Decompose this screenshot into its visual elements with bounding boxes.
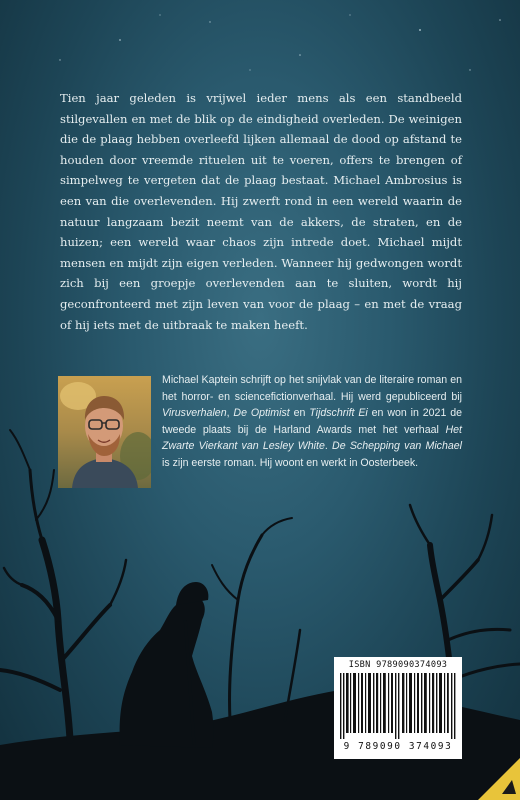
bio-publication: De Optimist bbox=[233, 407, 290, 420]
author-photo bbox=[58, 376, 151, 488]
publisher-logo-icon bbox=[478, 758, 520, 800]
isbn-label: ISBN 9789090374093 bbox=[348, 660, 448, 670]
bio-publication: Virusverhalen bbox=[162, 407, 227, 420]
bio-text: . bbox=[324, 440, 333, 453]
isbn-barcode bbox=[334, 657, 462, 759]
bare-tree-center bbox=[212, 518, 300, 720]
author-bio bbox=[162, 372, 462, 472]
bio-text: Michael Kaptein schrijft op het snijvlak van de literaire roman en het horror- en sciencefictionverhaal. Hij werd gepubliceerd bij bbox=[162, 374, 462, 403]
bio-text: , bbox=[226, 407, 234, 420]
bio-text: en bbox=[289, 407, 310, 420]
isbn-digits: 9 789090 374093 bbox=[343, 741, 453, 752]
bio-story-title: Het Zwarte Vierkant van Lesley White bbox=[162, 423, 462, 453]
hiker-silhouette bbox=[120, 582, 214, 748]
stars bbox=[59, 14, 501, 70]
barcode-stripes bbox=[340, 673, 455, 739]
bio-novel-title: De Schepping van Michael bbox=[332, 440, 462, 453]
bio-text: is zijn eerste roman. Hij woont en werkt in Oosterbeek. bbox=[162, 456, 419, 469]
bio-publication: Tijdschrift Ei bbox=[309, 407, 368, 420]
bio-text: en won in 2021 de tweede plaats bij de Harland Awards met het verhaal bbox=[162, 407, 462, 436]
book-blurb: Tien jaar geleden is vrijwel ieder mens als een standbeeld stilgevallen en met de blik op de eindigheid overleden. De weinigen die de plaag hebben overleefd lijken allemaal de dood op afstand te houden door vreemde rituelen uit te voeren, offers te brengen of simpelweg te vergeten dat de plaag bestaat. Michael Ambrosius is een van die overlevenden. Hij zwerft rond in een wereld waarin de natuur langzaam bezit neemt van de akkers, de straten, en de huizen; een wereld waar chaos zijn intrede doet. Michael mijdt mensen en mijdt zijn eigen verleden. Wanneer hij gedwongen wordt zich bij een groepje overlevenden aan te sluiten, wordt hij geconfronteerd met zijn leven van voor de plaag – en met de vraag of hij iets met de uitbraak te maken heeft. bbox=[60, 91, 462, 332]
barcode-bars bbox=[340, 673, 456, 739]
